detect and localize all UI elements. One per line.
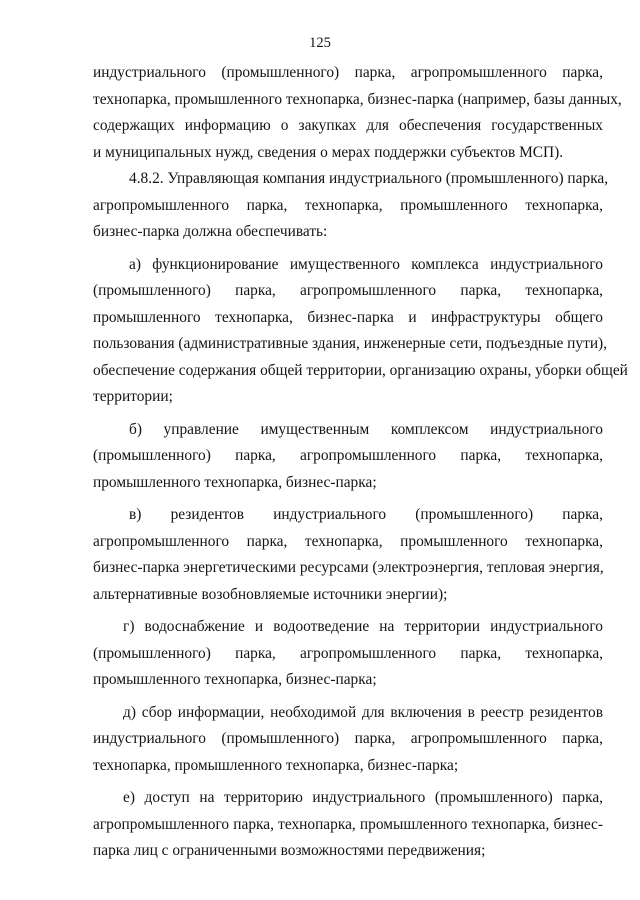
text-line: 4.8.2. Управляющая компания индустриального (промышленного) парка,: [129, 170, 609, 187]
paragraph-4-8-2: [93, 166, 609, 246]
text-line: д) сбор информации, необходимой для включения в реестр резидентов: [123, 703, 603, 721]
text-line: обеспечение содержания общей территории, организацию охраны, уборки общей: [93, 361, 628, 379]
text-line: территории;: [93, 388, 173, 405]
paragraph-item-v: [93, 502, 603, 608]
text-line: промышленного технопарка, бизнес-парка;: [93, 671, 377, 688]
document-body: [93, 60, 628, 865]
text-line: г) водоснабжение и водоотведение на территории индустриального: [123, 618, 603, 635]
text-line: (промышленного) парка, агропромышленного парка, технопарка,: [93, 644, 603, 662]
page-number: 125: [309, 35, 331, 51]
text-line: (промышленного) парка, агропромышленного парка, технопарка,: [93, 282, 603, 299]
text-line: (промышленного) парка, агропромышленного парка, технопарка,: [93, 447, 603, 464]
text-line: содержащих информацию о закупках для обеспечения государственных: [93, 117, 603, 134]
text-line: индустриального (промышленного) парка, агропромышленного парка,: [93, 730, 603, 747]
text-line: пользования (административные здания, инженерные сети, подъездные пути),: [93, 335, 608, 352]
text-line: е) доступ на территорию индустриального (промышленного) парка,: [123, 789, 603, 806]
text-line: и муниципальных нужд, сведения о мерах поддержки субъектов МСП).: [93, 143, 564, 161]
text-line: парка лиц с ограниченными возможностями передвижения;: [93, 842, 486, 859]
text-line: а) функционирование имущественного комплекса индустриального: [129, 255, 603, 273]
text-line: индустриального (промышленного) парка, агропромышленного парка,: [93, 64, 603, 81]
text-line: бизнес-парка должна обеспечивать:: [93, 223, 328, 240]
text-line: бизнес-парка энергетическими ресурсами (электроэнергия, тепловая энергия,: [93, 559, 604, 576]
paragraph-continuation: [93, 60, 622, 166]
paragraph-item-b: [93, 417, 603, 497]
text-line: б) управление имущественным комплексом индустриального: [129, 420, 603, 438]
text-line: альтернативные возобновляемые источники энергии);: [93, 585, 448, 603]
text-line: технопарка, промышленного технопарка, бизнес-парка;: [93, 756, 459, 774]
paragraph-item-g: [93, 614, 603, 694]
paragraph-item-e: [93, 785, 603, 865]
text-line: агропромышленного парка, технопарка, промышленного технопарка,: [93, 196, 603, 214]
text-line: промышленного технопарка, бизнес-парка;: [93, 473, 377, 491]
text-line: технопарка, промышленного технопарка, бизнес-парка (например, базы данных,: [93, 90, 622, 108]
text-line: промышленного технопарка, бизнес-парка и инфраструктуры общего: [93, 308, 603, 326]
text-line: агропромышленного парка, технопарка, промышленного технопарка, бизнес-: [93, 815, 603, 833]
paragraph-item-d: [93, 700, 603, 780]
text-line: в) резидентов индустриального (промышленного) парка,: [129, 506, 603, 523]
text-line: агропромышленного парка, технопарка, промышленного технопарка,: [93, 532, 603, 550]
paragraph-item-a: [93, 252, 628, 411]
